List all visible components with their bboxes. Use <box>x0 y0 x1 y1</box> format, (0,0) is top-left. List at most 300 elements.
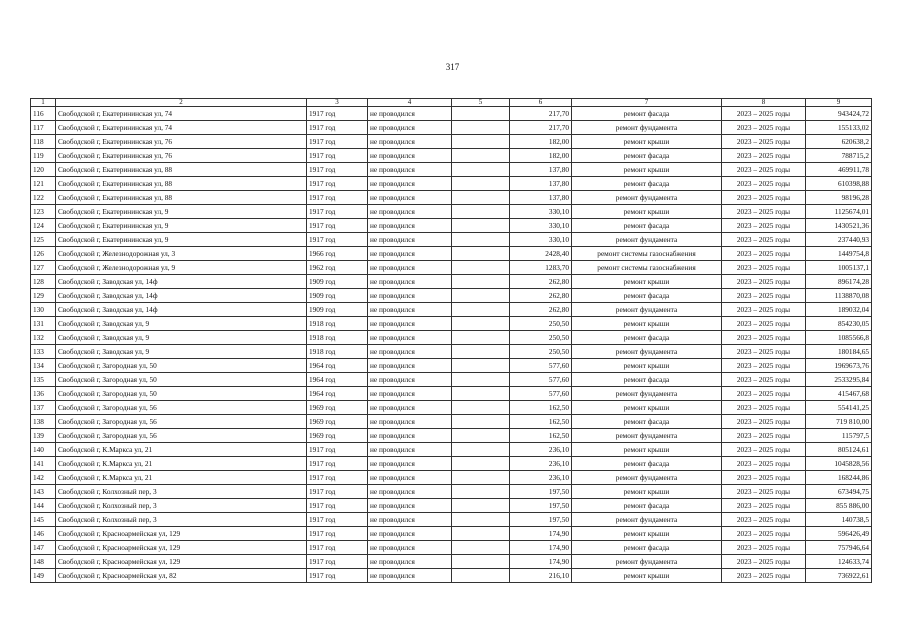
row-number-cell: 143 <box>31 485 56 499</box>
period-cell: 2023 – 2025 годы <box>722 149 806 163</box>
address-cell: Свободской г, Железнодорожная ул, 9 <box>56 261 307 275</box>
last-repair-cell: не проводился <box>368 233 452 247</box>
last-repair-cell: не проводился <box>368 275 452 289</box>
period-cell: 2023 – 2025 годы <box>722 387 806 401</box>
period-cell: 2023 – 2025 годы <box>722 345 806 359</box>
empty-cell-cell <box>452 555 510 569</box>
column-header-1: 1 <box>31 99 56 107</box>
build-year-cell: 1917 год <box>307 569 368 583</box>
address-cell: Свободской г, Красноармейская ул, 129 <box>56 555 307 569</box>
area-cell: 577,60 <box>510 359 572 373</box>
table-row <box>31 443 872 457</box>
period-cell: 2023 – 2025 годы <box>722 471 806 485</box>
build-year-cell: 1917 год <box>307 107 368 121</box>
period-cell: 2023 – 2025 годы <box>722 289 806 303</box>
area-cell: 197,50 <box>510 499 572 513</box>
work-type-cell: ремонт крыши <box>572 163 722 177</box>
address-cell: Свободской г, Екатерининская ул, 76 <box>56 149 307 163</box>
empty-cell-cell <box>452 205 510 219</box>
column-header-4: 4 <box>368 99 452 107</box>
last-repair-cell: не проводился <box>368 163 452 177</box>
empty-cell-cell <box>452 247 510 261</box>
build-year-cell: 1917 год <box>307 121 368 135</box>
row-number-cell: 134 <box>31 359 56 373</box>
table-row <box>31 401 872 415</box>
address-cell: Свободской г, Загородная ул, 56 <box>56 401 307 415</box>
page-number: 317 <box>445 62 460 72</box>
table-row <box>31 303 872 317</box>
work-type-cell: ремонт крыши <box>572 569 722 583</box>
cost-cell: 1125674,01 <box>806 205 872 219</box>
table-row <box>31 569 872 583</box>
capital-repair-table <box>30 98 872 583</box>
table-row <box>31 373 872 387</box>
empty-cell-cell <box>452 373 510 387</box>
work-type-cell: ремонт крыши <box>572 401 722 415</box>
build-year-cell: 1909 год <box>307 303 368 317</box>
cost-cell: 855 886,00 <box>806 499 872 513</box>
period-cell: 2023 – 2025 годы <box>722 541 806 555</box>
table-row <box>31 457 872 471</box>
address-cell: Свободской г, Железнодорожная ул, 3 <box>56 247 307 261</box>
work-type-cell: ремонт фундамента <box>572 303 722 317</box>
period-cell: 2023 – 2025 годы <box>722 443 806 457</box>
empty-cell-cell <box>452 219 510 233</box>
build-year-cell: 1917 год <box>307 527 368 541</box>
period-cell: 2023 – 2025 годы <box>722 457 806 471</box>
address-cell: Свободской г, Заводская ул, 14ф <box>56 289 307 303</box>
cost-cell: 610398,88 <box>806 177 872 191</box>
address-cell: Свободской г, Екатерининская ул, 9 <box>56 233 307 247</box>
table-row <box>31 387 872 401</box>
column-header-3: 3 <box>307 99 368 107</box>
build-year-cell: 1918 год <box>307 317 368 331</box>
work-type-cell: ремонт системы газоснабжения <box>572 261 722 275</box>
cost-cell: 189032,04 <box>806 303 872 317</box>
build-year-cell: 1966 год <box>307 247 368 261</box>
last-repair-cell: не проводился <box>368 107 452 121</box>
work-type-cell: ремонт фундамента <box>572 345 722 359</box>
work-type-cell: ремонт фундамента <box>572 555 722 569</box>
row-number-cell: 138 <box>31 415 56 429</box>
table-row <box>31 555 872 569</box>
address-cell: Свободской г, Екатерининская ул, 88 <box>56 163 307 177</box>
last-repair-cell: не проводился <box>368 457 452 471</box>
row-number-cell: 118 <box>31 135 56 149</box>
last-repair-cell: не проводился <box>368 303 452 317</box>
area-cell: 1283,70 <box>510 261 572 275</box>
period-cell: 2023 – 2025 годы <box>722 191 806 205</box>
address-cell: Свободской г, Красноармейская ул, 82 <box>56 569 307 583</box>
last-repair-cell: не проводился <box>368 555 452 569</box>
column-header-5: 5 <box>452 99 510 107</box>
last-repair-cell: не проводился <box>368 359 452 373</box>
last-repair-cell: не проводился <box>368 541 452 555</box>
build-year-cell: 1917 год <box>307 219 368 233</box>
work-type-cell: ремонт фасада <box>572 331 722 345</box>
last-repair-cell: не проводился <box>368 569 452 583</box>
address-cell: Свободской г, Екатерининская ул, 74 <box>56 121 307 135</box>
area-cell: 217,70 <box>510 107 572 121</box>
work-type-cell: ремонт фасада <box>572 499 722 513</box>
empty-cell-cell <box>452 359 510 373</box>
work-type-cell: ремонт фундамента <box>572 233 722 247</box>
area-cell: 250,50 <box>510 345 572 359</box>
area-cell: 262,80 <box>510 275 572 289</box>
address-cell: Свободской г, Загородная ул, 50 <box>56 373 307 387</box>
table-header-row <box>31 99 872 107</box>
last-repair-cell: не проводился <box>368 527 452 541</box>
cost-cell: 237440,93 <box>806 233 872 247</box>
area-cell: 330,10 <box>510 205 572 219</box>
area-cell: 182,00 <box>510 135 572 149</box>
period-cell: 2023 – 2025 годы <box>722 401 806 415</box>
build-year-cell: 1917 год <box>307 163 368 177</box>
address-cell: Свободской г, Колхозный пер, 3 <box>56 513 307 527</box>
cost-cell: 180184,65 <box>806 345 872 359</box>
row-number-cell: 128 <box>31 275 56 289</box>
table-row <box>31 485 872 499</box>
empty-cell-cell <box>452 191 510 205</box>
row-number-cell: 149 <box>31 569 56 583</box>
last-repair-cell: не проводился <box>368 247 452 261</box>
empty-cell-cell <box>452 135 510 149</box>
row-number-cell: 142 <box>31 471 56 485</box>
table-row <box>31 177 872 191</box>
area-cell: 162,50 <box>510 429 572 443</box>
period-cell: 2023 – 2025 годы <box>722 107 806 121</box>
row-number-cell: 144 <box>31 499 56 513</box>
period-cell: 2023 – 2025 годы <box>722 247 806 261</box>
area-cell: 197,50 <box>510 485 572 499</box>
column-header-8: 8 <box>722 99 806 107</box>
empty-cell-cell <box>452 275 510 289</box>
period-cell: 2023 – 2025 годы <box>722 303 806 317</box>
empty-cell-cell <box>452 457 510 471</box>
row-number-cell: 125 <box>31 233 56 247</box>
table-row <box>31 163 872 177</box>
work-type-cell: ремонт фасада <box>572 107 722 121</box>
empty-cell-cell <box>452 541 510 555</box>
work-type-cell: ремонт крыши <box>572 443 722 457</box>
period-cell: 2023 – 2025 годы <box>722 275 806 289</box>
period-cell: 2023 – 2025 годы <box>722 569 806 583</box>
build-year-cell: 1909 год <box>307 289 368 303</box>
area-cell: 577,60 <box>510 387 572 401</box>
table-row <box>31 527 872 541</box>
empty-cell-cell <box>452 121 510 135</box>
build-year-cell: 1909 год <box>307 275 368 289</box>
row-number-cell: 140 <box>31 443 56 457</box>
build-year-cell: 1918 год <box>307 345 368 359</box>
table-row <box>31 345 872 359</box>
last-repair-cell: не проводился <box>368 135 452 149</box>
last-repair-cell: не проводился <box>368 443 452 457</box>
period-cell: 2023 – 2025 годы <box>722 555 806 569</box>
table-row <box>31 135 872 149</box>
last-repair-cell: не проводился <box>368 373 452 387</box>
last-repair-cell: не проводился <box>368 499 452 513</box>
empty-cell-cell <box>452 471 510 485</box>
address-cell: Свободской г, Колхозный пер, 3 <box>56 485 307 499</box>
cost-cell: 1969673,76 <box>806 359 872 373</box>
row-number-cell: 137 <box>31 401 56 415</box>
empty-cell-cell <box>452 401 510 415</box>
empty-cell-cell <box>452 527 510 541</box>
build-year-cell: 1917 год <box>307 457 368 471</box>
area-cell: 182,00 <box>510 149 572 163</box>
address-cell: Свободской г, Заводская ул, 14ф <box>56 303 307 317</box>
build-year-cell: 1917 год <box>307 149 368 163</box>
period-cell: 2023 – 2025 годы <box>722 429 806 443</box>
table-row <box>31 233 872 247</box>
cost-cell: 2533295,84 <box>806 373 872 387</box>
build-year-cell: 1917 год <box>307 471 368 485</box>
address-cell: Свободской г, Заводская ул, 9 <box>56 331 307 345</box>
cost-cell: 596426,49 <box>806 527 872 541</box>
table-row <box>31 289 872 303</box>
build-year-cell: 1917 год <box>307 499 368 513</box>
area-cell: 330,10 <box>510 233 572 247</box>
empty-cell-cell <box>452 485 510 499</box>
empty-cell-cell <box>452 233 510 247</box>
table-row <box>31 471 872 485</box>
period-cell: 2023 – 2025 годы <box>722 485 806 499</box>
work-type-cell: ремонт фундамента <box>572 513 722 527</box>
period-cell: 2023 – 2025 годы <box>722 331 806 345</box>
build-year-cell: 1969 год <box>307 401 368 415</box>
column-header-7: 7 <box>572 99 722 107</box>
empty-cell-cell <box>452 331 510 345</box>
area-cell: 137,80 <box>510 191 572 205</box>
period-cell: 2023 – 2025 годы <box>722 359 806 373</box>
table-row <box>31 149 872 163</box>
cost-cell: 896174,28 <box>806 275 872 289</box>
address-cell: Свободской г, Екатерининская ул, 9 <box>56 219 307 233</box>
address-cell: Свободской г, Екатерининская ул, 9 <box>56 205 307 219</box>
period-cell: 2023 – 2025 годы <box>722 121 806 135</box>
empty-cell-cell <box>452 261 510 275</box>
area-cell: 236,10 <box>510 443 572 457</box>
empty-cell-cell <box>452 415 510 429</box>
build-year-cell: 1962 год <box>307 261 368 275</box>
row-number-cell: 145 <box>31 513 56 527</box>
address-cell: Свободской г, Заводская ул, 9 <box>56 345 307 359</box>
cost-cell: 805124,61 <box>806 443 872 457</box>
address-cell: Свободской г, Красноармейская ул, 129 <box>56 527 307 541</box>
empty-cell-cell <box>452 345 510 359</box>
work-type-cell: ремонт крыши <box>572 527 722 541</box>
area-cell: 262,80 <box>510 289 572 303</box>
cost-cell: 124633,74 <box>806 555 872 569</box>
table-row <box>31 331 872 345</box>
table-body <box>31 107 872 583</box>
build-year-cell: 1917 год <box>307 233 368 247</box>
last-repair-cell: не проводился <box>368 177 452 191</box>
work-type-cell: ремонт крыши <box>572 359 722 373</box>
cost-cell: 1449754,8 <box>806 247 872 261</box>
last-repair-cell: не проводился <box>368 471 452 485</box>
column-header-9: 9 <box>806 99 872 107</box>
area-cell: 250,50 <box>510 331 572 345</box>
area-cell: 217,70 <box>510 121 572 135</box>
row-number-cell: 141 <box>31 457 56 471</box>
row-number-cell: 131 <box>31 317 56 331</box>
area-cell: 162,50 <box>510 401 572 415</box>
area-cell: 174,90 <box>510 555 572 569</box>
row-number-cell: 130 <box>31 303 56 317</box>
work-type-cell: ремонт фундамента <box>572 429 722 443</box>
cost-cell: 1045828,56 <box>806 457 872 471</box>
row-number-cell: 146 <box>31 527 56 541</box>
period-cell: 2023 – 2025 годы <box>722 513 806 527</box>
last-repair-cell: не проводился <box>368 415 452 429</box>
address-cell: Свободской г, Екатерининская ул, 88 <box>56 177 307 191</box>
cost-cell: 620638,2 <box>806 135 872 149</box>
period-cell: 2023 – 2025 годы <box>722 261 806 275</box>
row-number-cell: 122 <box>31 191 56 205</box>
last-repair-cell: не проводился <box>368 513 452 527</box>
work-type-cell: ремонт крыши <box>572 205 722 219</box>
period-cell: 2023 – 2025 годы <box>722 177 806 191</box>
work-type-cell: ремонт фасада <box>572 457 722 471</box>
empty-cell-cell <box>452 513 510 527</box>
last-repair-cell: не проводился <box>368 401 452 415</box>
row-number-cell: 126 <box>31 247 56 261</box>
period-cell: 2023 – 2025 годы <box>722 233 806 247</box>
work-type-cell: ремонт крыши <box>572 275 722 289</box>
empty-cell-cell <box>452 569 510 583</box>
row-number-cell: 148 <box>31 555 56 569</box>
work-type-cell: ремонт крыши <box>572 317 722 331</box>
last-repair-cell: не проводился <box>368 387 452 401</box>
row-number-cell: 117 <box>31 121 56 135</box>
cost-cell: 719 810,00 <box>806 415 872 429</box>
cost-cell: 115797,5 <box>806 429 872 443</box>
cost-cell: 1430521,36 <box>806 219 872 233</box>
cost-cell: 943424,72 <box>806 107 872 121</box>
row-number-cell: 123 <box>31 205 56 219</box>
address-cell: Свободской г, Заводская ул, 14ф <box>56 275 307 289</box>
build-year-cell: 1917 год <box>307 443 368 457</box>
work-type-cell: ремонт фундамента <box>572 191 722 205</box>
table-row <box>31 275 872 289</box>
period-cell: 2023 – 2025 годы <box>722 527 806 541</box>
cost-cell: 155133,02 <box>806 121 872 135</box>
period-cell: 2023 – 2025 годы <box>722 219 806 233</box>
column-header-6: 6 <box>510 99 572 107</box>
period-cell: 2023 – 2025 годы <box>722 317 806 331</box>
row-number-cell: 132 <box>31 331 56 345</box>
row-number-cell: 127 <box>31 261 56 275</box>
work-type-cell: ремонт фундамента <box>572 387 722 401</box>
empty-cell-cell <box>452 177 510 191</box>
row-number-cell: 133 <box>31 345 56 359</box>
table-row <box>31 415 872 429</box>
area-cell: 197,50 <box>510 513 572 527</box>
area-cell: 174,90 <box>510 527 572 541</box>
area-cell: 236,10 <box>510 457 572 471</box>
work-type-cell: ремонт фундамента <box>572 121 722 135</box>
cost-cell: 788715,2 <box>806 149 872 163</box>
area-cell: 577,60 <box>510 373 572 387</box>
row-number-cell: 129 <box>31 289 56 303</box>
work-type-cell: ремонт фундамента <box>572 471 722 485</box>
cost-cell: 415467,68 <box>806 387 872 401</box>
cost-cell: 98196,28 <box>806 191 872 205</box>
address-cell: Свободской г, Загородная ул, 50 <box>56 387 307 401</box>
address-cell: Свободской г, К.Маркса ул, 21 <box>56 471 307 485</box>
area-cell: 262,80 <box>510 303 572 317</box>
last-repair-cell: не проводился <box>368 485 452 499</box>
address-cell: Свободской г, Екатерининская ул, 76 <box>56 135 307 149</box>
work-type-cell: ремонт фасада <box>572 149 722 163</box>
address-cell: Свободской г, Красноармейская ул, 129 <box>56 541 307 555</box>
table-row <box>31 205 872 219</box>
period-cell: 2023 – 2025 годы <box>722 205 806 219</box>
last-repair-cell: не проводился <box>368 429 452 443</box>
work-type-cell: ремонт фасада <box>572 373 722 387</box>
work-type-cell: ремонт фасада <box>572 177 722 191</box>
row-number-cell: 124 <box>31 219 56 233</box>
row-number-cell: 116 <box>31 107 56 121</box>
row-number-cell: 120 <box>31 163 56 177</box>
build-year-cell: 1964 год <box>307 359 368 373</box>
period-cell: 2023 – 2025 годы <box>722 163 806 177</box>
last-repair-cell: не проводился <box>368 205 452 219</box>
build-year-cell: 1917 год <box>307 191 368 205</box>
area-cell: 216,10 <box>510 569 572 583</box>
area-cell: 2428,40 <box>510 247 572 261</box>
address-cell: Свободской г, Екатерининская ул, 74 <box>56 107 307 121</box>
table-row <box>31 359 872 373</box>
empty-cell-cell <box>452 303 510 317</box>
work-type-cell: ремонт фасада <box>572 541 722 555</box>
cost-cell: 469911,78 <box>806 163 872 177</box>
table-row <box>31 513 872 527</box>
row-number-cell: 136 <box>31 387 56 401</box>
last-repair-cell: не проводился <box>368 121 452 135</box>
row-number-cell: 139 <box>31 429 56 443</box>
address-cell: Свободской г, Загородная ул, 56 <box>56 429 307 443</box>
table-row <box>31 429 872 443</box>
cost-cell: 1138870,08 <box>806 289 872 303</box>
table-row <box>31 247 872 261</box>
area-cell: 162,50 <box>510 415 572 429</box>
address-cell: Свободской г, Заводская ул, 9 <box>56 317 307 331</box>
table-row <box>31 541 872 555</box>
area-cell: 137,80 <box>510 163 572 177</box>
row-number-cell: 147 <box>31 541 56 555</box>
last-repair-cell: не проводился <box>368 317 452 331</box>
address-cell: Свободской г, К.Маркса ул, 21 <box>56 443 307 457</box>
work-type-cell: ремонт фасада <box>572 289 722 303</box>
last-repair-cell: не проводился <box>368 149 452 163</box>
last-repair-cell: не проводился <box>368 219 452 233</box>
build-year-cell: 1969 год <box>307 415 368 429</box>
empty-cell-cell <box>452 429 510 443</box>
area-cell: 330,10 <box>510 219 572 233</box>
row-number-cell: 121 <box>31 177 56 191</box>
row-number-cell: 135 <box>31 373 56 387</box>
table-row <box>31 219 872 233</box>
empty-cell-cell <box>452 317 510 331</box>
period-cell: 2023 – 2025 годы <box>722 415 806 429</box>
build-year-cell: 1964 год <box>307 387 368 401</box>
last-repair-cell: не проводился <box>368 331 452 345</box>
cost-cell: 1085566,8 <box>806 331 872 345</box>
build-year-cell: 1917 год <box>307 485 368 499</box>
